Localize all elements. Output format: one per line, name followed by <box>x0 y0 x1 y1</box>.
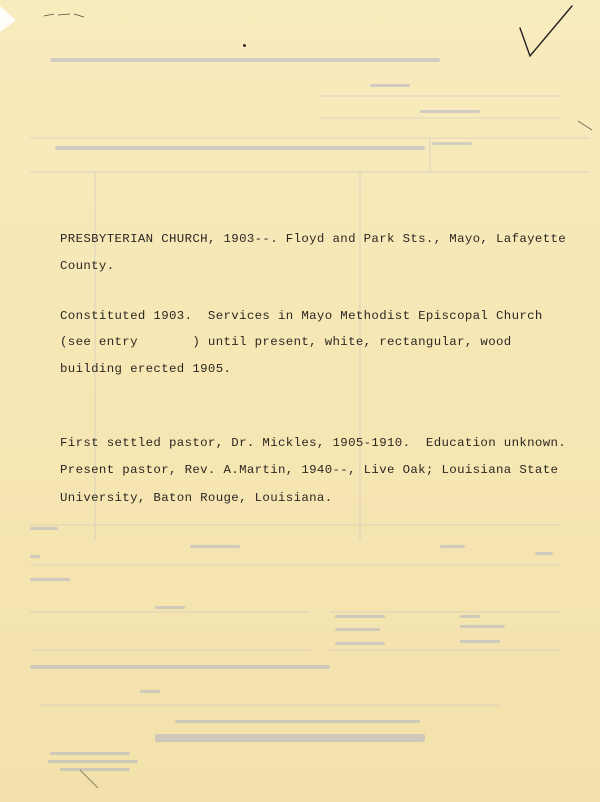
text-line: Present pastor, Rev. A.Martin, 1940--, Live Oak; Louisiana State <box>60 463 559 477</box>
text-line: building erected 1905. <box>60 362 232 376</box>
text-line: University, Baton Rouge, Louisiana. <box>60 491 333 505</box>
pencil-tick-bottom <box>78 768 102 792</box>
text-line: PRESBYTERIAN CHURCH, 1903--. Floyd and Park Sts., Mayo, Lafayette <box>60 232 567 246</box>
text-line: First settled pastor, Dr. Mickles, 1905-1910. Education unknown. <box>60 436 567 450</box>
pencil-mark <box>40 8 90 22</box>
text-line: Constituted 1903. Services in Mayo Methodist Episcopal Church <box>60 309 543 323</box>
ink-dot <box>243 44 246 47</box>
check-mark-icon <box>512 2 582 66</box>
text-line: (see entry ) until present, white, rectangular, wood <box>60 335 512 349</box>
pencil-tick <box>576 118 596 134</box>
text-line: County. <box>60 259 115 273</box>
